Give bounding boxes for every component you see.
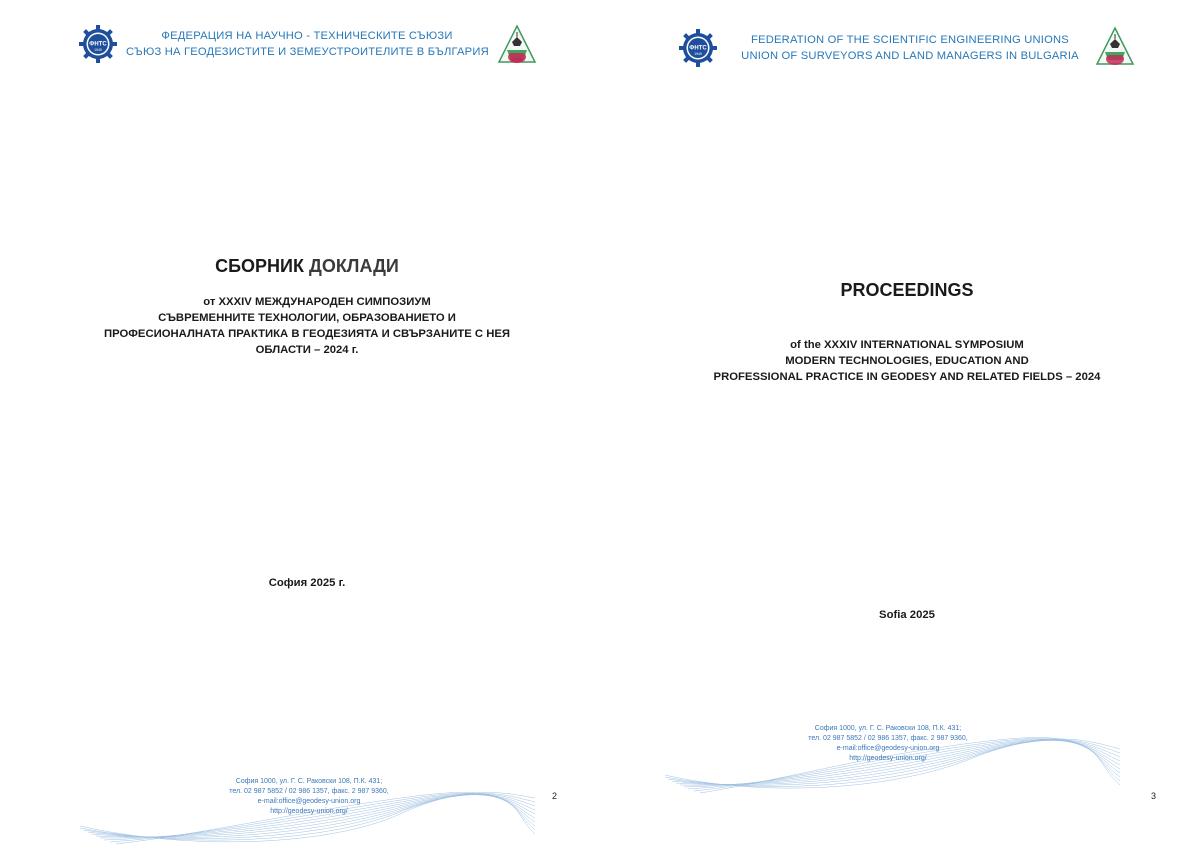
subtitle-line-2: MODERN TECHNOLOGIES, EDUCATION AND [785, 355, 1029, 367]
title-word-2: ДОКЛАДИ [309, 256, 399, 276]
title-word-1: СБОРНИК [215, 256, 304, 276]
header-line-1: FEDERATION OF THE SCIENTIFIC ENGINEERING UNIONS [751, 34, 1069, 46]
document-title [7, 256, 600, 277]
publication-place-year: Sofia 2025 [879, 609, 935, 621]
contact-phone: тел. 02 987 5852 / 02 986 1357, факс. 2 987 9360, [808, 735, 968, 742]
subtitle-line-3: PROFESSIONAL PRACTICE IN GEODESY AND RELATED FIELDS – 2024 [713, 371, 1101, 383]
svg-text:ФНТС: ФНТС [689, 45, 707, 52]
contact-address: София 1000, ул. Г. С. Раковски 108, П.К. 431; [814, 725, 962, 732]
contact-address: София 1000, ул. Г. С. Раковски 108, П.К. 431; [235, 778, 383, 785]
contact-email: e-mail:office@geodesy-union.org [257, 798, 361, 805]
page-header [600, 24, 1200, 68]
page-number: 2 [552, 791, 558, 801]
page-header [0, 24, 600, 68]
subtitle-line-2: СЪВРЕМЕННИТЕ ТЕХНОЛОГИИ, ОБРАЗОВАНИЕТО И [158, 312, 456, 324]
contact-phone: тел. 02 987 5852 / 02 986 1357, факс. 2 987 9360, [229, 788, 389, 795]
header-text [740, 32, 1080, 64]
page-number: 3 [1151, 791, 1157, 801]
publication-place-year: София 2025 г. [268, 577, 346, 589]
svg-text:1949: 1949 [694, 52, 702, 56]
header-line-2: СЪЮЗ НА ГЕОДЕЗИСТИТЕ И ЗЕМЕУСТРОИТЕЛИТЕ В БЪЛГАРИЯ [126, 46, 489, 58]
contact-website: http://geodesy-union.org/ [849, 755, 927, 762]
surveyors-union-triangle-logo-icon [1095, 26, 1135, 68]
contact-website: http://geodesy-union.org/ [270, 808, 348, 815]
contact-email: e-mail:office@geodesy-union.org [836, 745, 940, 752]
header-line-2: UNION OF SURVEYORS AND LAND MANAGERS IN BULGARIA [741, 50, 1079, 62]
symposium-subtitle [607, 337, 1200, 385]
symposium-subtitle [7, 294, 600, 358]
subtitle-line-4: ОБЛАСТИ – 2024 г. [255, 344, 359, 356]
svg-text:ФНТС: ФНТС [89, 41, 107, 48]
fnts-gear-logo-icon [78, 24, 118, 64]
svg-text:1949: 1949 [94, 48, 102, 52]
fnts-gear-logo-icon [678, 28, 718, 68]
subtitle-line-3: ПРОФЕСИОНАЛНАТА ПРАКТИКА В ГЕОДЕЗИЯТА И СВЪРЗАНИТЕ С НЕЯ [103, 328, 511, 340]
subtitle-line-1: от XXXIV МЕЖДУНАРОДЕН СИМПОЗИУМ [203, 296, 431, 308]
right-page [600, 0, 1200, 849]
surveyors-union-triangle-logo-icon [497, 24, 537, 66]
header-text [126, 28, 488, 60]
header-line-1: ФЕДЕРАЦИЯ НА НАУЧНО - ТЕХНИЧЕСКИТЕ СЪЮЗИ [161, 30, 453, 42]
subtitle-line-1: of the XXXIV INTERNATIONAL SYMPOSIUM [790, 339, 1024, 351]
contact-info [788, 724, 988, 764]
contact-info [209, 777, 409, 817]
document-title: PROCEEDINGS [840, 280, 974, 300]
